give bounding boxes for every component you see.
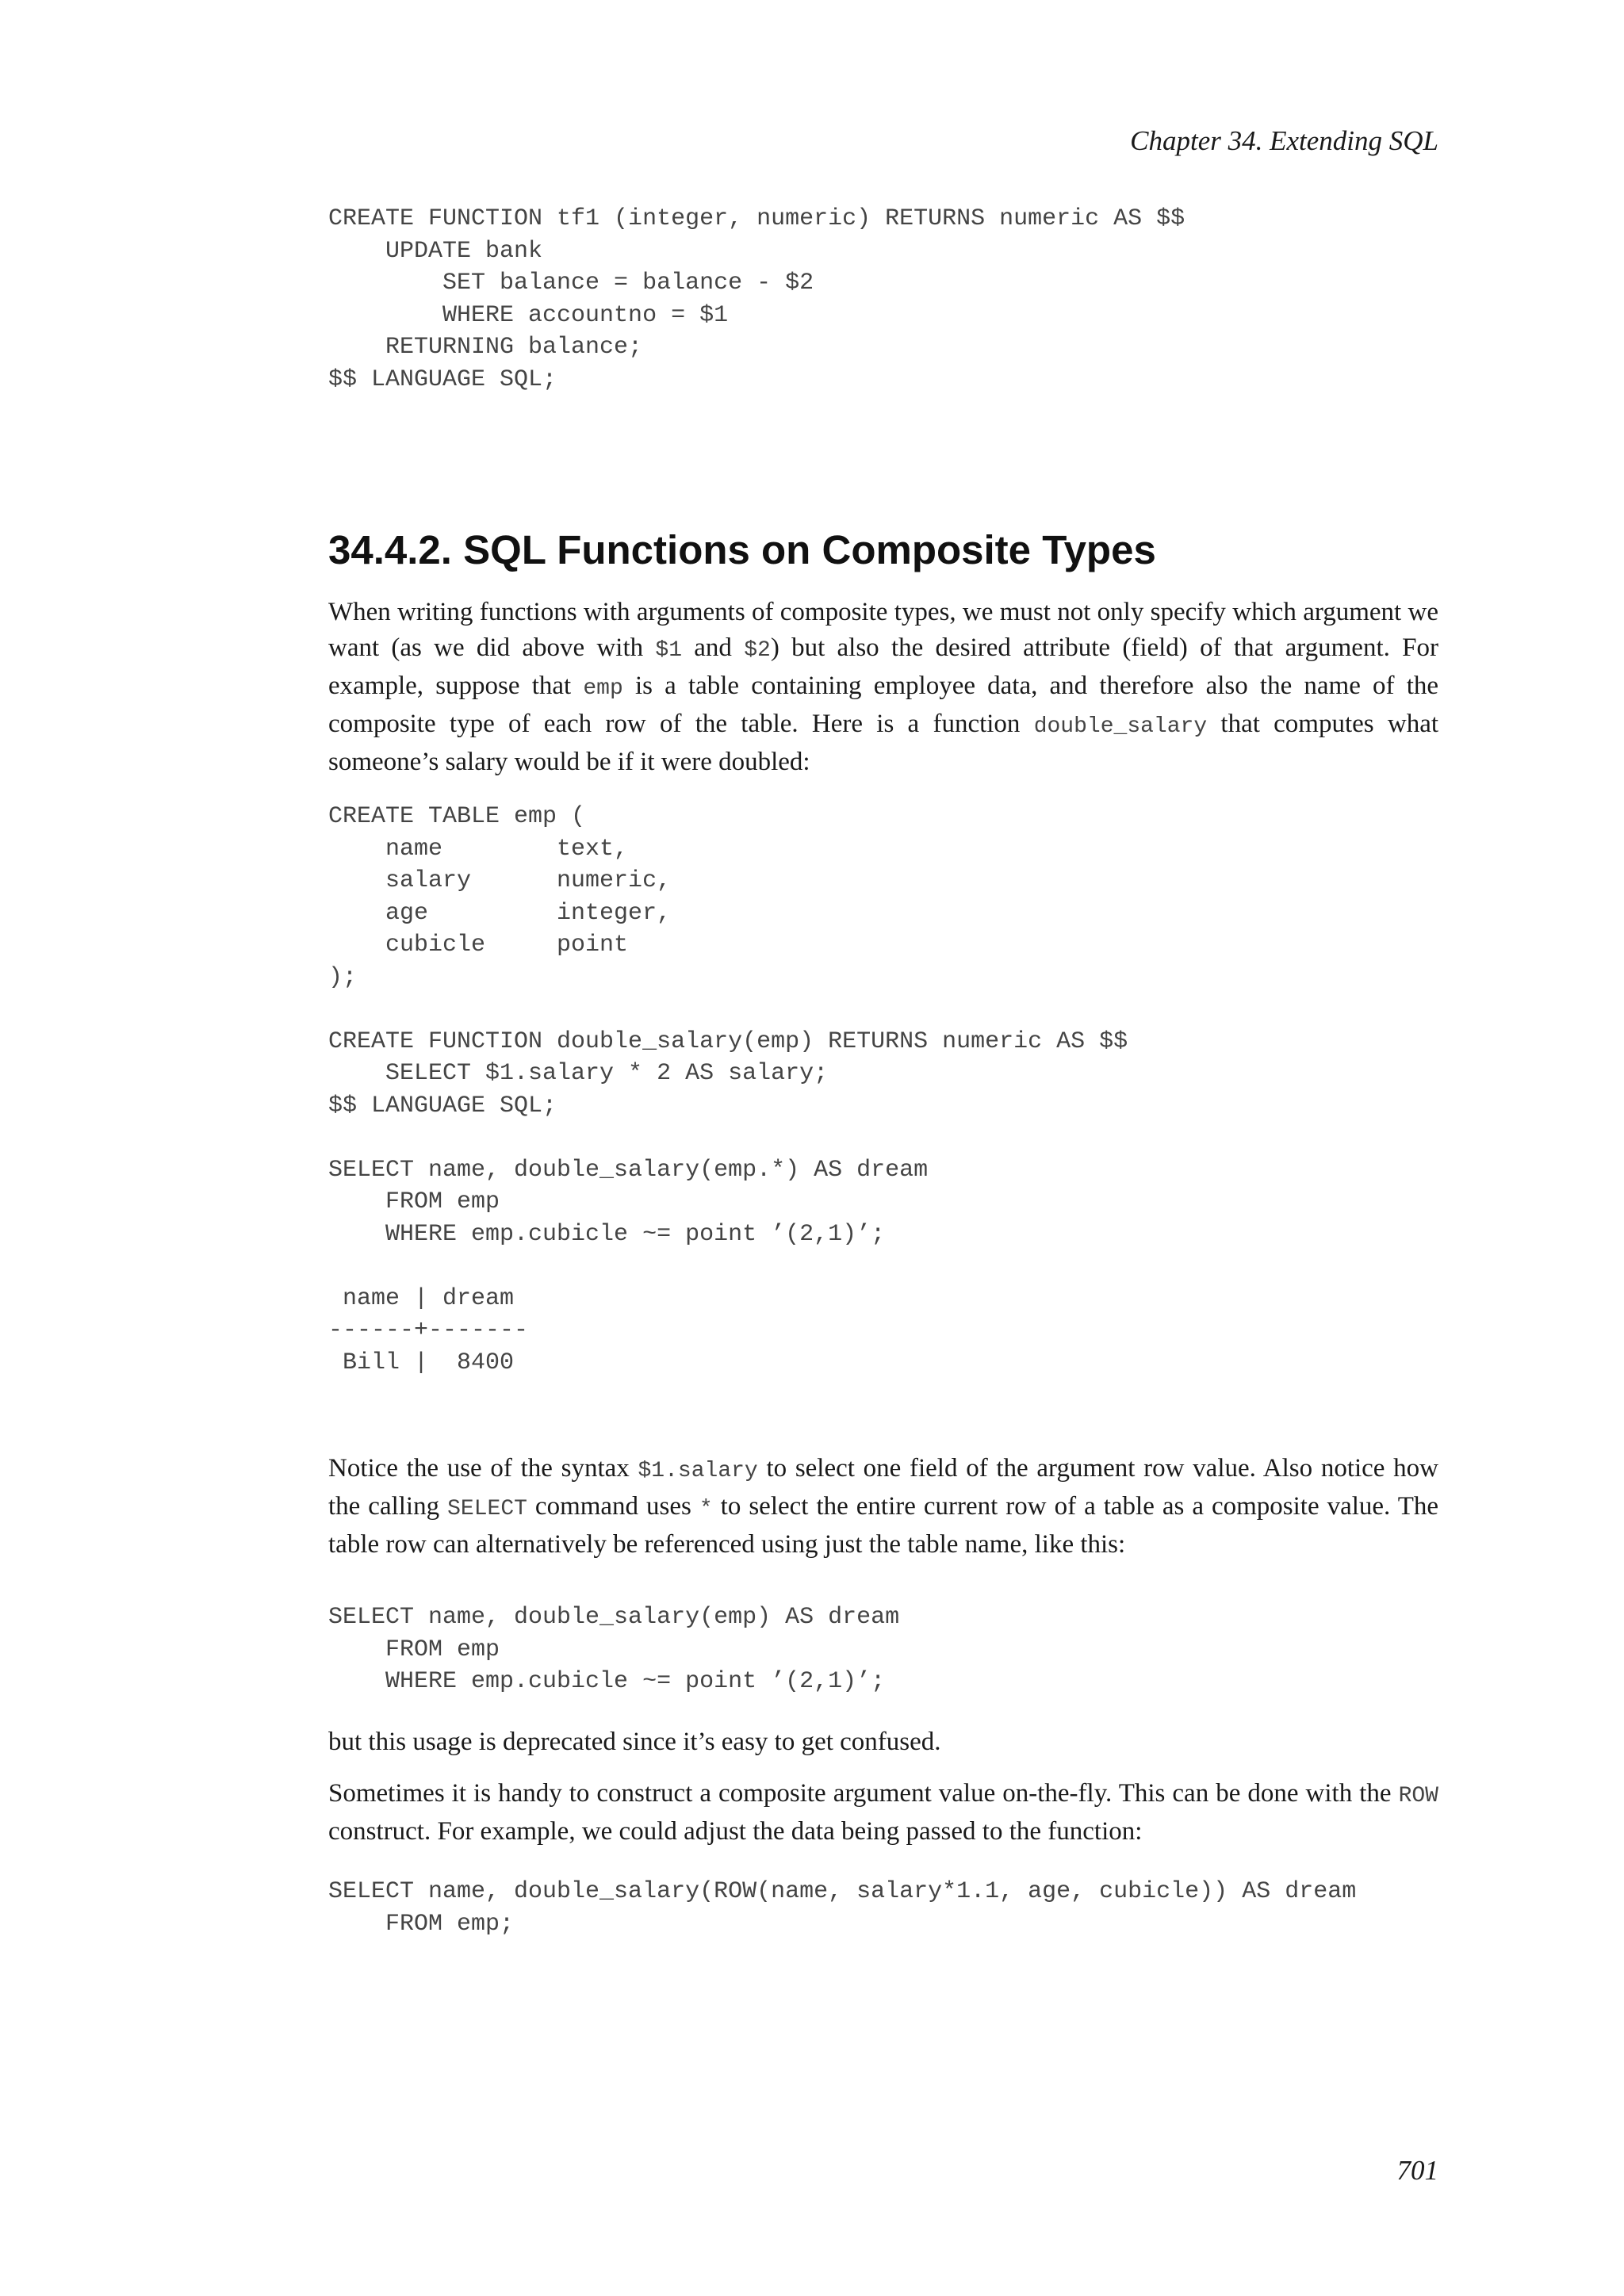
text-run: that computes what someone’s salary would be if it were doubled: bbox=[328, 710, 1439, 776]
paragraph-notice-syntax bbox=[328, 1451, 1438, 1563]
text-run: When writing functions with arguments of composite types, we must not only specify which argument we want (as we did above with bbox=[328, 598, 1438, 662]
text-run: ) but also the desired attribute (field) of that argument. For example, suppose that bbox=[328, 633, 1438, 700]
running-head: Chapter 34. Extending SQL bbox=[1130, 125, 1438, 156]
inline-code: emp bbox=[583, 676, 623, 701]
text-run: command uses bbox=[527, 1492, 699, 1521]
inline-code: * bbox=[699, 1497, 713, 1521]
inline-code: $1.salary bbox=[638, 1459, 758, 1483]
paragraph-deprecated: but this usage is deprecated since it’s easy to get confused. bbox=[328, 1728, 941, 1756]
inline-code: $2 bbox=[744, 638, 771, 663]
text-run: to select one field of the argument row value. Also notice how the calling bbox=[328, 1454, 1438, 1521]
text-run: and bbox=[682, 633, 745, 662]
section-title: 34.4.2. SQL Functions on Composite Types bbox=[328, 527, 1156, 572]
page-number: 701 bbox=[1396, 2155, 1438, 2186]
paragraph-row-construct bbox=[328, 1776, 1438, 1850]
code-block-table-name-reference: SELECT name, double_salary(emp) AS dream FROM emp WHERE emp.cubicle ~= point ’(2,1)’; bbox=[328, 1604, 900, 1695]
paragraph-intro bbox=[328, 595, 1438, 780]
code-block-tf1: CREATE FUNCTION tf1 (integer, numeric) RETURNS numeric AS $$ UPDATE bank SET balance = balance - $2 WHERE accountno = $1 RETURNING balance; $$ LANGUAGE SQL; bbox=[328, 205, 1185, 393]
text-run: Sometimes it is handy to construct a composite argument value on-the-fly. This can be done with the bbox=[328, 1779, 1399, 1808]
text-run: to select the entire current row of a table as a composite value. The table row can alternatively be referenced using just the table name, like this: bbox=[328, 1492, 1439, 1559]
inline-code: SELECT bbox=[447, 1497, 527, 1521]
text-run: construct. For example, we could adjust the data being passed to the function: bbox=[328, 1817, 1143, 1846]
code-block-double-salary: CREATE TABLE emp ( name text, salary numeric, age integer, cubicle point ); CREATE FUNCTION double_salary(emp) RETURNS numeric AS $$ SELECT $1.salary * 2 AS salary; $$ LANGUAGE SQL; SELECT name, double_salary(emp.*) AS dream FROM emp WHERE emp.cubicle ~= point ’(2,1)’; name | dream ------+------- Bill | 8400 bbox=[328, 803, 1128, 1376]
inline-code: double_salary bbox=[1033, 714, 1208, 739]
text-run: is a table containing employee data, and therefore also the name of the composite type of each row of the table. Here is a function bbox=[328, 672, 1439, 738]
inline-code: ROW bbox=[1398, 1784, 1438, 1808]
code-block-row-construct: SELECT name, double_salary(ROW(name, salary*1.1, age, cubicle)) AS dream FROM emp; bbox=[328, 1878, 1357, 1938]
inline-code: $1 bbox=[655, 638, 682, 663]
text-run: Notice the use of the syntax bbox=[328, 1454, 638, 1483]
